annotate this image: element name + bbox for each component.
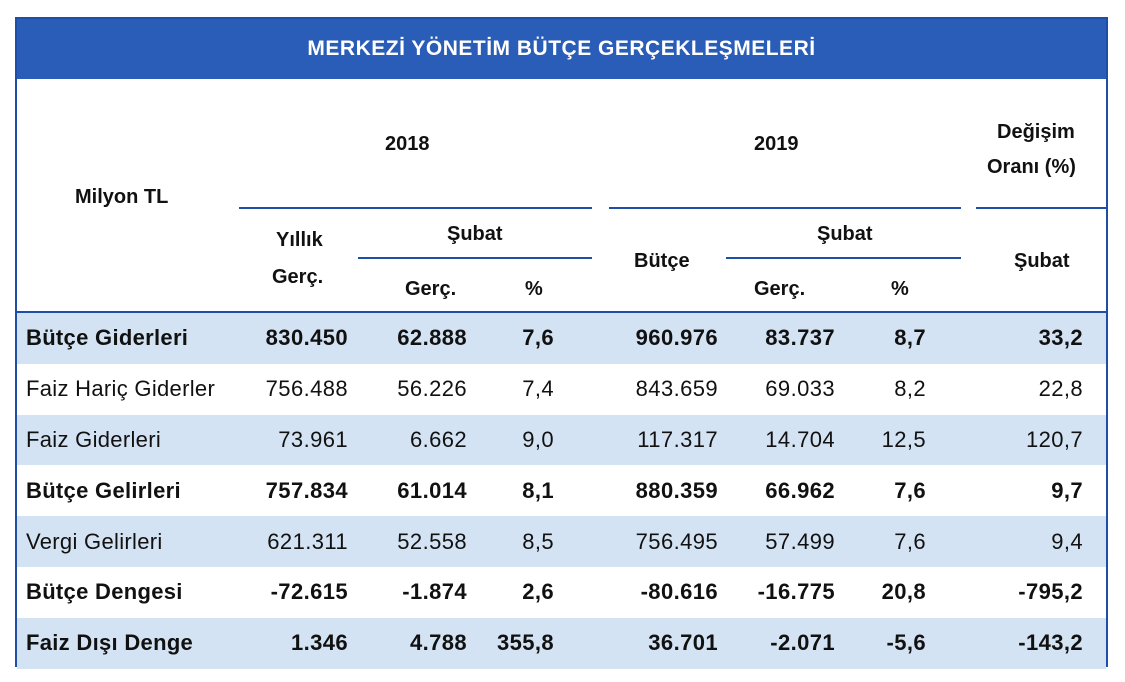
change-value: 22,8 <box>1038 376 1083 402</box>
change-header-line2: Oranı (%) <box>987 156 1076 178</box>
subat-2019-header: Şubat <box>817 223 873 245</box>
subat-2019-value: -16.775 <box>757 579 835 605</box>
table-row <box>17 516 1106 567</box>
table-body <box>17 313 1106 669</box>
butce-2019-value: 36.701 <box>648 630 718 656</box>
table-row <box>17 364 1106 415</box>
divider-2018 <box>239 207 592 209</box>
annual-header-line1: Yıllık <box>276 229 323 251</box>
unit-label: Milyon TL <box>75 186 169 208</box>
table-row <box>17 567 1106 618</box>
table-row <box>17 415 1106 466</box>
year-2019-header: 2019 <box>754 133 799 155</box>
subat-2019-value: 57.499 <box>765 528 835 554</box>
annual-2018-value: 1.346 <box>290 630 348 656</box>
divider-change <box>976 207 1106 209</box>
butce-2019-value: 880.359 <box>635 477 718 503</box>
year-2018-header: 2018 <box>385 133 430 155</box>
change-header-line1: Değişim <box>997 121 1075 143</box>
pct-2018-value: 7,4 <box>522 376 554 402</box>
row-label: Bütçe Dengesi <box>26 579 183 605</box>
row-label: Faiz Giderleri <box>26 426 162 452</box>
pct-2018-value: 2,6 <box>522 579 554 605</box>
budget-table <box>15 17 1108 667</box>
subat-2018-value: 61.014 <box>397 477 467 503</box>
pct-2018-value: 7,6 <box>522 325 554 351</box>
subat-2019-value: -2.071 <box>770 630 835 656</box>
butce-2019-value: -80.616 <box>640 579 718 605</box>
divider-2019 <box>609 207 961 209</box>
row-label: Bütçe Gelirleri <box>26 477 181 503</box>
subat-2018-value: 4.788 <box>409 630 467 656</box>
pct-2018-value: 8,5 <box>522 528 554 554</box>
change-subat-header: Şubat <box>1014 250 1070 272</box>
gerc-2019-header: Gerç. <box>754 278 806 300</box>
pct-2018-value: 8,1 <box>522 477 554 503</box>
table-header <box>17 79 1106 311</box>
row-label: Bütçe Giderleri <box>26 325 189 351</box>
annual-2018-value: 756.488 <box>265 376 348 402</box>
pct-2019-value: 7,6 <box>894 477 926 503</box>
change-value: 9,4 <box>1051 528 1083 554</box>
subat-2018-value: -1.874 <box>402 579 467 605</box>
subat-2019-value: 83.737 <box>765 325 835 351</box>
pct-2018-value: 9,0 <box>522 426 554 452</box>
row-label: Faiz Dışı Denge <box>26 630 194 656</box>
subat-2019-value: 66.962 <box>765 477 835 503</box>
butce-2019-value: 117.317 <box>637 426 718 452</box>
pct-2019-value: 8,7 <box>894 325 926 351</box>
change-value: -795,2 <box>1018 579 1083 605</box>
table-row <box>17 313 1106 364</box>
annual-2018-value: 73.961 <box>278 426 348 452</box>
subat-2018-value: 6.662 <box>409 426 467 452</box>
annual-2018-value: 621.311 <box>267 528 348 554</box>
divider-subat-2018 <box>358 257 592 259</box>
butce-2019-value: 756.495 <box>635 528 718 554</box>
change-value: 120,7 <box>1025 426 1083 452</box>
subat-2018-value: 62.888 <box>397 325 467 351</box>
gerc-2018-header: Gerç. <box>405 278 457 300</box>
subat-2018-value: 52.558 <box>397 528 467 554</box>
subat-2018-value: 56.226 <box>397 376 467 402</box>
table-title: MERKEZİ YÖNETİM BÜTÇE GERÇEKLEŞMELERİ <box>17 19 1106 79</box>
change-value: -143,2 <box>1018 630 1083 656</box>
row-label: Faiz Hariç Giderler <box>26 376 216 402</box>
pct-2018-header: % <box>525 278 543 300</box>
annual-header-line2: Gerç. <box>272 266 324 288</box>
row-label: Vergi Gelirleri <box>26 528 163 554</box>
table-row <box>17 465 1106 516</box>
subat-2019-value: 14.704 <box>765 426 835 452</box>
subat-2019-value: 69.033 <box>765 376 835 402</box>
pct-2019-value: 7,6 <box>894 528 926 554</box>
pct-2019-value: 20,8 <box>881 579 926 605</box>
pct-2019-value: 8,2 <box>894 376 926 402</box>
pct-2018-value: 355,8 <box>496 630 554 656</box>
change-value: 33,2 <box>1038 325 1083 351</box>
annual-2018-value: 757.834 <box>265 477 348 503</box>
butce-2019-header: Bütçe <box>634 250 690 272</box>
annual-2018-value: -72.615 <box>270 579 348 605</box>
divider-subat-2019 <box>726 257 961 259</box>
butce-2019-value: 843.659 <box>635 376 718 402</box>
annual-2018-value: 830.450 <box>265 325 348 351</box>
butce-2019-value: 960.976 <box>635 325 718 351</box>
pct-2019-value: 12,5 <box>881 426 926 452</box>
pct-2019-header: % <box>891 278 909 300</box>
change-value: 9,7 <box>1051 477 1083 503</box>
pct-2019-value: -5,6 <box>886 630 926 656</box>
subat-2018-header: Şubat <box>447 223 503 245</box>
table-row <box>17 618 1106 669</box>
